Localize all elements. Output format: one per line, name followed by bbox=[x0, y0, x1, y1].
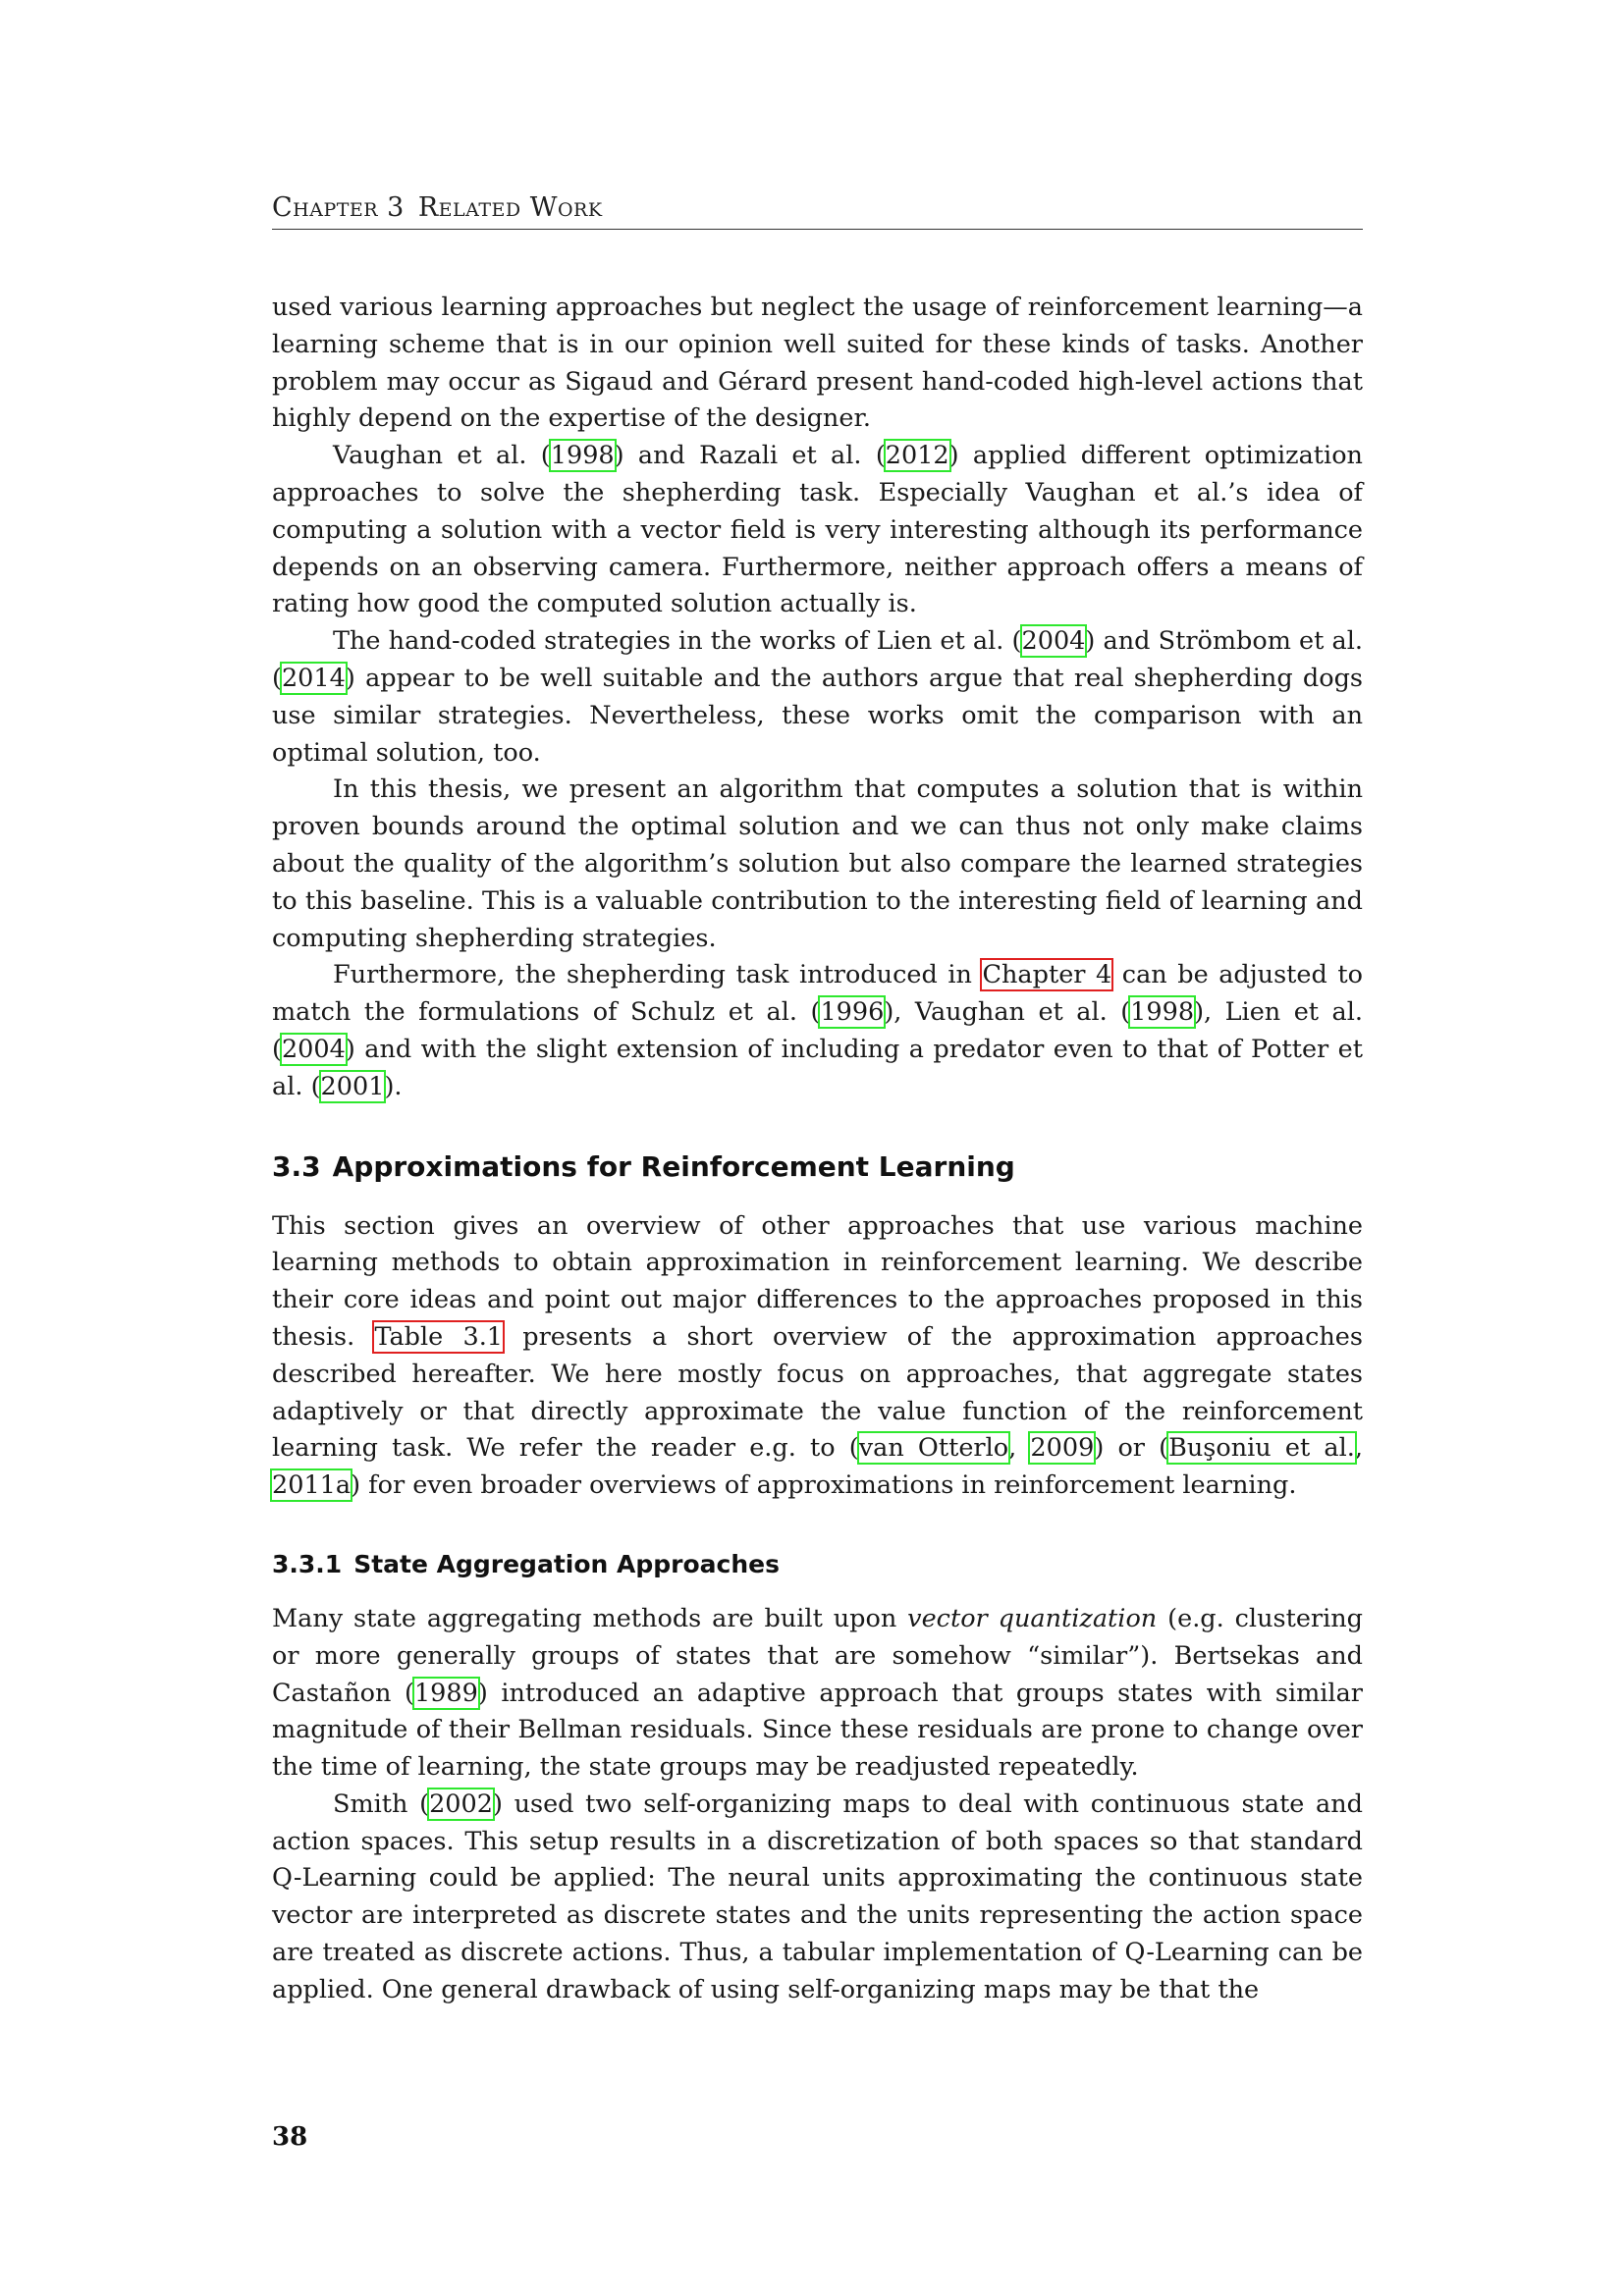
paragraph-6 bbox=[272, 1208, 1363, 1505]
text-run: , bbox=[1008, 1433, 1031, 1464]
citation-link-van-otterlo-2009[interactable]: 2009 bbox=[1030, 1433, 1095, 1464]
section-title: Approximations for Reinforcement Learning bbox=[332, 1149, 1015, 1183]
body-text bbox=[272, 290, 1363, 2009]
running-head bbox=[272, 192, 1363, 230]
table-3-1-link[interactable]: Table 3.1 bbox=[374, 1321, 504, 1352]
citation-link-bertsekas-1989[interactable]: 1989 bbox=[413, 1678, 478, 1708]
citation-link-potter-2001[interactable]: 2001 bbox=[320, 1071, 385, 1101]
text-run: ) and Strömbom et al. ( bbox=[272, 626, 1363, 693]
citation-link-vaughan-1998[interactable]: 1998 bbox=[550, 441, 615, 471]
text-run: ) applied different optimization approaches to solve the shepherding task. Especially Vaughan et al.’s idea of computing a solution with a vector field is very interesting although its performance depends on an observing camera. Furthermore, neither approach offers a means of rating how good the computed solution actually is. bbox=[272, 441, 1363, 619]
text-run: ), Lien et al. ( bbox=[272, 997, 1363, 1064]
text-run: ) and with the slight extension of including a predator even to that of Potter et al. ( bbox=[272, 1034, 1363, 1101]
text-run: ) and Razali et al. ( bbox=[614, 441, 886, 471]
subsection-heading bbox=[272, 1548, 1363, 1581]
subsection-number: 3.3.1 bbox=[272, 1549, 343, 1578]
paragraph-3 bbox=[272, 623, 1363, 772]
chapter-4-link[interactable]: Chapter 4 bbox=[982, 960, 1112, 990]
text-run: The hand-coded strategies in the works of Lien et al. ( bbox=[333, 626, 1022, 657]
text-run: Vaughan et al. ( bbox=[333, 441, 551, 471]
paragraph-7 bbox=[272, 1601, 1363, 1787]
text-run: ) for even broader overviews of approximations in reinforcement learning. bbox=[351, 1470, 1297, 1501]
text-run: ) appear to be well suitable and the authors argue that real shepherding dogs use similar strategies. Nevertheless, these works omit the comparison with an optimal solution, too. bbox=[272, 663, 1363, 768]
subsection-title: State Aggregation Approaches bbox=[353, 1549, 780, 1578]
text-run: ). bbox=[384, 1071, 403, 1101]
chapter-label: Chapter 3 bbox=[272, 192, 405, 223]
paragraph-2 bbox=[272, 438, 1363, 623]
page-number: 38 bbox=[272, 2122, 308, 2152]
citation-link-strombom-2014[interactable]: 2014 bbox=[281, 663, 346, 693]
paragraph-5 bbox=[272, 957, 1363, 1105]
citation-link-busoniu[interactable]: Buşoniu et al. bbox=[1168, 1433, 1355, 1464]
text-run: ), Vaughan et al. ( bbox=[884, 997, 1131, 1028]
text-run: ) introduced an adaptive approach that groups states with similar magnitude of their Bellman residuals. Since these residuals are prone to change over the time of learning, the state groups may be readjusted repeatedly. bbox=[272, 1678, 1363, 1783]
citation-link-van-otterlo[interactable]: van Otterlo bbox=[858, 1433, 1009, 1464]
citation-link-busoniu-2011a[interactable]: 2011a bbox=[272, 1470, 352, 1501]
text-run: can be adjusted to match the formulations of Schulz et al. ( bbox=[272, 960, 1363, 1028]
citation-link-lien-2004[interactable]: 2004 bbox=[1021, 626, 1086, 657]
chapter-title: Related Work bbox=[417, 192, 603, 223]
text-run: Smith ( bbox=[333, 1789, 430, 1819]
citation-link-lien-2004[interactable]: 2004 bbox=[281, 1034, 346, 1064]
text-run: Furthermore, the shepherding task introduced in bbox=[333, 960, 983, 990]
citation-link-razali-2012[interactable]: 2012 bbox=[885, 441, 949, 471]
text-run: Many state aggregating methods are built upon bbox=[272, 1603, 908, 1633]
text-run: ) used two self-organizing maps to deal with continuous state and action spaces. This setup results in a discretization of both spaces so that standard Q-Learning could be applied: The neural units approximating the continuous state vector are interpreted as discrete states and the units representing the action space are treated as discrete actions. Thus, a tabular implementation of Q-Learning can be applied. One general drawback of using self-organizing maps may be that the bbox=[272, 1789, 1363, 2004]
section-number: 3.3 bbox=[272, 1149, 321, 1183]
text-run: This section gives an overview of other approaches that use various machine learning methods to obtain approximation in reinforcement learning. We describe their core ideas and point out major differences to the approaches proposed in this thesis. bbox=[272, 1210, 1363, 1352]
paragraph-1: used various learning approaches but neglect the usage of reinforcement learning—a learning scheme that is in our opinion well suited for these kinds of tasks. Another problem may occur as Sigaud and Gérard present hand-coded high-level actions that highly depend on the expertise of the designer. bbox=[272, 293, 1363, 434]
citation-link-vaughan-1998[interactable]: 1998 bbox=[1130, 997, 1195, 1028]
paragraph-4: In this thesis, we present an algorithm that computes a solution that is within proven bounds around the optimal solution and we can thus not only make claims about the quality of the algorithm’s solution but also compare the learned strategies to this baseline. This is a valuable contribution to the interesting field of learning and computing shepherding strategies. bbox=[272, 774, 1363, 953]
citation-link-smith-2002[interactable]: 2002 bbox=[429, 1789, 493, 1819]
text-run: presents a short overview of the approximation approaches described hereafter. We here mostly focus on approaches, that aggregate states adaptively or that directly approximate the value function of the reinforcement learning task. We refer the reader e.g. to ( bbox=[272, 1321, 1363, 1464]
citation-link-schulz-1996[interactable]: 1996 bbox=[820, 997, 885, 1028]
section-heading bbox=[272, 1149, 1363, 1185]
paragraph-8 bbox=[272, 1787, 1363, 2009]
emphasis-term: vector quantization bbox=[907, 1603, 1158, 1633]
text-run: , bbox=[1354, 1433, 1363, 1464]
text-run: ) or ( bbox=[1094, 1433, 1169, 1464]
text-run: (e.g. clustering or more generally groups of states that are somehow “similar”). Bertsekas and Castañon ( bbox=[272, 1603, 1364, 1708]
